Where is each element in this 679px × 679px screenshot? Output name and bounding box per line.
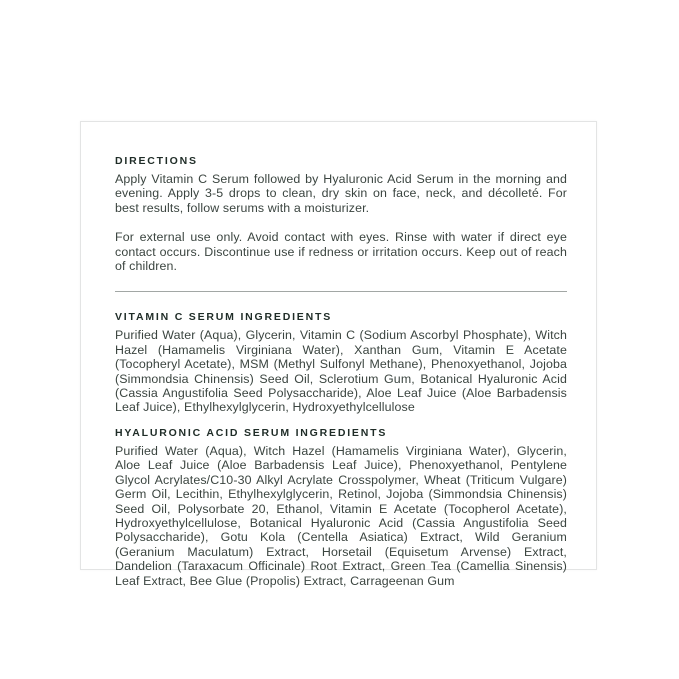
product-info-card (80, 121, 597, 588)
vitamin-c-ingredients-heading: VITAMIN C SERUM INGREDIENTS (115, 311, 332, 324)
hyaluronic-ingredients-heading: HYALURONIC ACID SERUM INGREDIENTS (115, 426, 388, 439)
hyaluronic-ingredients-text: Purified Water (Aqua), Witch Hazel (Hamamelis Virginiana Water), Glycerin, Aloe Leaf Juice (Aloe Barbadensis Leaf Juice), Phenoxyethanol, Pentylene Glycol Acrylates/C10-30 Alkyl Acrylate Crosspolymer, Wheat (Triticum Vulgare) Germ Oil, Lecithin, Ethylhexylglycerin, Retinol, Jojoba (Simmondsia Chinensis) Seed Oil, Polysorbate 20, Ethanol, Vitamin E Acetate (Tocopherol Acetate), Hydroxyethylcellulose, Botanical Hyaluronic Acid (Cassia Angustifolia Seed Polysaccharide), Gotu Kola (Centella Asiatica) Extract, Wild Geranium (Geranium Maculatum) Extract, Horsetail (Equisetum Arvense) Extract, Dandelion (Taraxacum Officinale) Root Extract, Green Tea (Camellia Sinensis) Leaf Extract, Bee Glue (Propolis) Extract, Carrageenan Gum (115, 443, 567, 588)
warning-text: For external use only. Avoid contact with eyes. Rinse with water if direct eye contact occurs. Discontinue use if redness or irritation occurs. Keep out of reach of children. (115, 230, 567, 274)
section-divider (115, 291, 567, 292)
vitamin-c-ingredients-text: Purified Water (Aqua), Glycerin, Vitamin C (Sodium Ascorbyl Phosphate), Witch Hazel (Hamamelis Virginiana Water), Xanthan Gum, Vitamin E Acetate (Tocopheryl Acetate), MSM (Methyl Sulfonyl Methane), Phenoxyethanol, Jojoba (Simmondsia Chinensis) Seed Oil, Sclerotium Gum, Botanical Hyaluronic Acid (Cassia Angustifolia Seed Polysaccharide), Aloe Leaf Juice (Aloe Barbadensis Leaf Juice), Ethylhexylglycerin, Hydroxyethylcellulose (115, 328, 567, 415)
directions-heading: DIRECTIONS (115, 155, 198, 167)
directions-text: Apply Vitamin C Serum followed by Hyaluronic Acid Serum in the morning and evening. Apply 3-5 drops to clean, dry skin on face, neck, and décolleté. For best results, follow serums with a moisturizer. (115, 172, 567, 215)
